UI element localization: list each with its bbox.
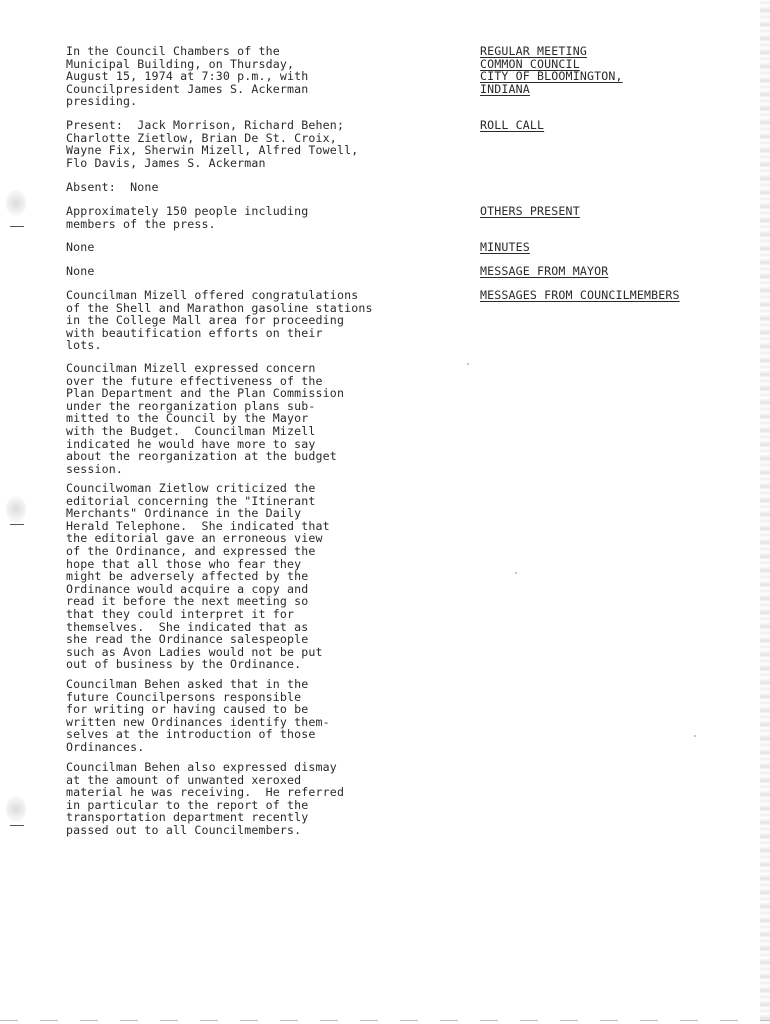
zietlow-paragraph: Councilwoman Zietlow criticized the editorial concerning the "Itinerant Merchants" Ordinance in the Daily Herald Telephone. She indicated that the editorial gave an erroneous view of the Ordinance, and expressed the hope that all those who fear they might be adversely affected by the Ordinance would acquire a copy and read it before the next meeting so that they could interpret it for themselves. She indicated that as she read the Ordinance salespeople such as Avon Ladies would not be put out of business by the Ordinance. — [66, 481, 330, 672]
mizell-congrats-paragraph: Councilman Mizell offered congratulations of the Shell and Marathon gasoline stations in the College Mall area for proceeding with beautification efforts on their lots. — [66, 288, 373, 353]
behen-request-paragraph: Councilman Behen asked that in the future Councilpersons responsible for writing or having caused to be written new Ordinances identify them- selves at the introduction of those Ordinances. — [66, 677, 330, 754]
scan-bottom-edge — [0, 1020, 770, 1021]
scan-speck — [694, 735, 696, 737]
binder-hole-mark-top — [6, 190, 26, 216]
binder-hole-tick-middle — [10, 524, 24, 525]
mayor-message-paragraph: None — [66, 264, 95, 278]
minutes-heading: MINUTES — [480, 240, 530, 254]
others-present-heading: OTHERS PRESENT — [480, 204, 580, 218]
mayor-message-heading: MESSAGE FROM MAYOR — [480, 264, 609, 278]
minutes-paragraph: None — [66, 240, 95, 254]
scan-speck — [515, 572, 517, 574]
binder-hole-mark-middle — [6, 496, 26, 522]
binder-hole-tick-bottom — [10, 825, 24, 826]
binder-hole-mark-bottom — [6, 796, 26, 822]
roll-call-heading: ROLL CALL — [480, 118, 545, 132]
scan-edge-shadow — [760, 0, 770, 1024]
mizell-concern-paragraph: Councilman Mizell expressed concern over the future effectiveness of the Plan Department and the Plan Commission under the reorganization plans sub- mitted to the Council by the Mayor with the Budget. Councilman Mizell indicated he would have more to say about the reorganization at the budget session. — [66, 361, 345, 476]
others-present-paragraph: Approximately 150 people including members of the press. — [66, 204, 309, 231]
meeting-heading: REGULAR MEETING COMMON COUNCIL CITY OF BLOOMINGTON, INDIANA — [480, 44, 623, 96]
behen-dismay-paragraph: Councilman Behen also expressed dismay at the amount of unwanted xeroxed material he was receiving. He referred in particular to the report of the transportation department recently passed out to all Councilmembers. — [66, 760, 345, 837]
location-paragraph: In the Council Chambers of the Municipal Building, on Thursday, August 15, 1974 at 7:30 p.m., with Councilpresident James S. Ackerman presiding. — [66, 44, 309, 109]
present-paragraph: Present: Jack Morrison, Richard Behen; Charlotte Zietlow, Brian De St. Croix, Wayne Fix, Sherwin Mizell, Alfred Towell, Flo Davis, James S. Ackerman — [66, 118, 359, 170]
scan-speck — [467, 363, 469, 365]
binder-hole-tick-top — [10, 226, 24, 227]
council-messages-heading: MESSAGES FROM COUNCILMEMBERS — [480, 288, 680, 302]
absent-paragraph: Absent: None — [66, 180, 159, 194]
